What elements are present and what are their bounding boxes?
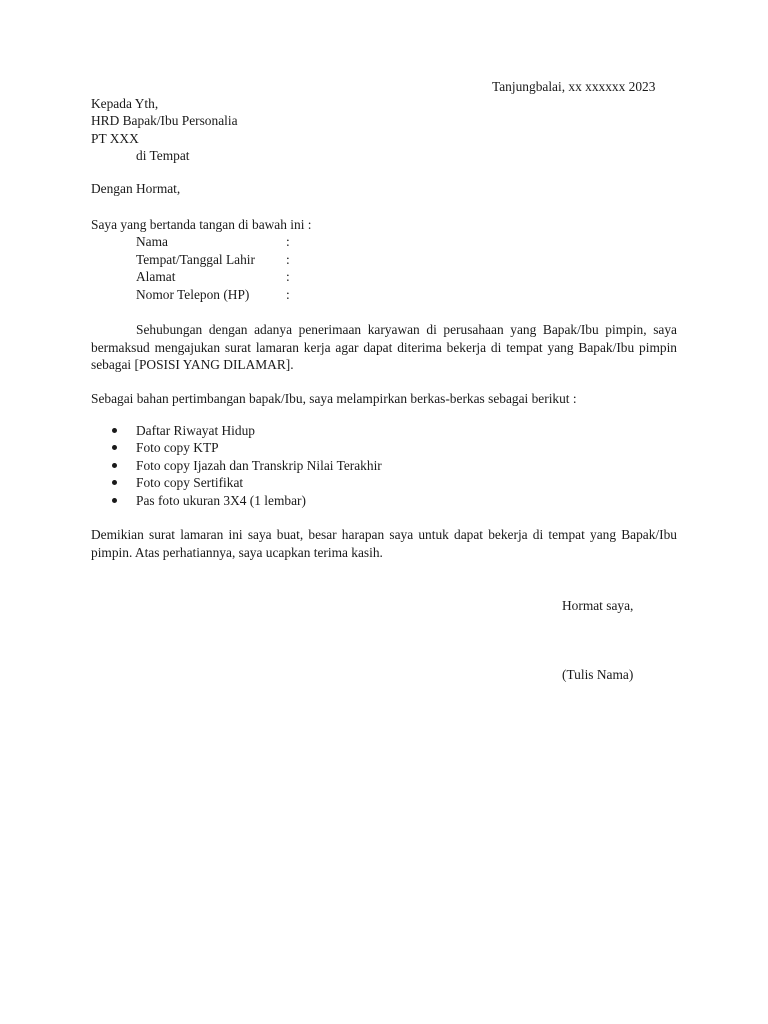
identity-colon: :	[286, 286, 290, 302]
identity-row-name	[136, 233, 290, 251]
place-date: Tanjungbalai, xx xxxxxx 2023	[492, 79, 656, 94]
identity-fields	[136, 233, 290, 303]
greeting: Dengan Hormat,	[91, 181, 181, 196]
identity-colon: :	[286, 269, 290, 285]
identity-colon: :	[286, 234, 290, 249]
identity-colon: :	[286, 251, 290, 267]
identity-label: Alamat	[136, 269, 176, 285]
recipient-department: HRD Bapak/Ibu Personalia	[91, 113, 238, 129]
bullet-icon	[112, 428, 117, 433]
list-item	[110, 457, 382, 474]
attachment-list	[110, 422, 382, 509]
bullet-icon	[112, 445, 117, 450]
bullet-icon	[112, 463, 117, 468]
recipient-location: di Tempat	[136, 147, 190, 163]
attachment-label: Daftar Riwayat Hidup	[136, 423, 255, 438]
recipient-salutation: Kepada Yth,	[91, 96, 159, 111]
body-paragraph-attachments-intro: Sebagai bahan pertimbangan bapak/Ibu, saya melampirkan berkas-berkas sebagai berikut :	[91, 391, 577, 406]
attachment-label: Foto copy KTP	[136, 440, 219, 456]
identity-label: Tempat/Tanggal Lahir	[136, 251, 255, 267]
signature-name: (Tulis Nama)	[562, 667, 634, 682]
body-paragraph-purpose: Sehubungan dengan adanya penerimaan karyawan di perusahaan yang Bapak/Ibu pimpin, saya bermaksud mengajukan surat lamaran kerja agar dapat diterima bekerja di tempat yang Bapak/Ibu pimpin sebagai [POSISI YANG DILAMAR].	[91, 322, 677, 373]
list-item	[110, 439, 382, 456]
recipient-block	[91, 95, 238, 164]
intro-sentence: Saya yang bertanda tangan di bawah ini :	[91, 217, 312, 232]
recipient-company: PT XXX	[91, 130, 139, 146]
identity-row-phone	[136, 286, 290, 304]
list-item	[110, 474, 382, 491]
closing-salutation: Hormat saya,	[562, 598, 634, 613]
list-item	[110, 492, 382, 509]
identity-label: Nomor Telepon (HP)	[136, 286, 250, 302]
body-paragraph-closing: Demikian surat lamaran ini saya buat, besar harapan saya untuk dapat bekerja di tempat yang Bapak/Ibu pimpin. Atas perhatiannya, saya ucapkan terima kasih.	[91, 527, 677, 560]
identity-row-birth	[136, 251, 290, 269]
attachment-label: Pas foto ukuran 3X4 (1 lembar)	[136, 492, 306, 508]
identity-label: Nama	[136, 234, 168, 249]
identity-row-address	[136, 268, 290, 286]
attachment-label: Foto copy Ijazah dan Transkrip Nilai Terakhir	[136, 457, 382, 473]
attachment-label: Foto copy Sertifikat	[136, 475, 244, 491]
list-item	[110, 422, 382, 439]
bullet-icon	[112, 498, 117, 503]
bullet-icon	[112, 480, 117, 485]
